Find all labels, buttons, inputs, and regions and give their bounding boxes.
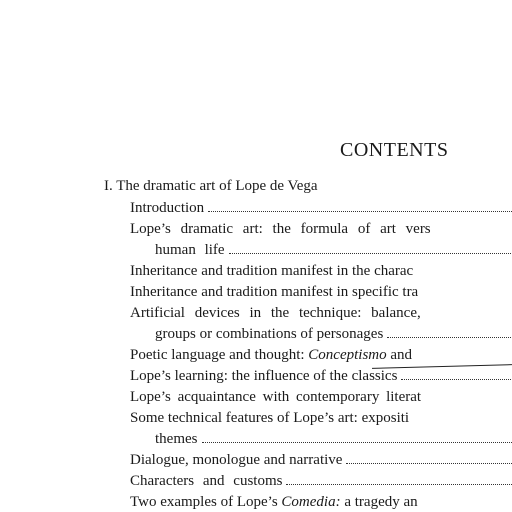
chapter-heading xyxy=(104,177,512,195)
toc-entry[interactable] xyxy=(130,262,512,280)
toc-entry-continuation[interactable] xyxy=(155,241,512,259)
toc-entry[interactable] xyxy=(130,367,512,385)
toc-entry[interactable] xyxy=(130,451,512,469)
toc-entry-label: groups or combinations of personages xyxy=(155,326,384,342)
dot-leader xyxy=(229,249,512,254)
toc-entry-label: Two examples of Lope’s xyxy=(130,494,282,510)
dot-leader xyxy=(401,375,512,380)
dot-leader xyxy=(387,333,512,338)
toc-entry[interactable] xyxy=(130,346,512,364)
toc-entry[interactable] xyxy=(130,199,512,217)
dot-leader xyxy=(202,438,512,443)
toc-entry-label-tail: and xyxy=(386,347,413,363)
toc-entry-label: Poetic language and thought: xyxy=(130,347,309,363)
toc-entry-italic: Conceptismo xyxy=(308,347,387,363)
toc-entry[interactable] xyxy=(130,493,512,511)
chapter-title: The dramatic art of Lope de Vega xyxy=(116,178,318,194)
toc-entry-label: Dialogue, monologue and narrative xyxy=(130,452,343,468)
toc-entry[interactable] xyxy=(130,409,512,427)
toc-entry-label: Lope’s learning: the influence of the classics xyxy=(130,368,398,384)
chapter-number: I. xyxy=(104,178,113,194)
toc-entry[interactable] xyxy=(130,220,512,238)
toc-entry-label-tail: a tragedy an xyxy=(340,494,418,510)
toc-entry[interactable] xyxy=(130,304,512,322)
dot-leader xyxy=(208,207,512,212)
toc-entry-label: themes xyxy=(155,431,198,447)
toc-entry-italic: Comedia: xyxy=(281,494,341,510)
toc-entry-continuation[interactable] xyxy=(155,325,512,343)
toc-entry-label: Introduction xyxy=(130,200,205,216)
toc-entry[interactable] xyxy=(130,472,512,490)
toc-entry-label: Lope’s dramatic art: the formula of art vers xyxy=(130,221,431,237)
toc-entry-label: Lope’s acquaintance with contemporary literat xyxy=(130,389,422,405)
toc-entry-label: Some technical features of Lope’s art: expositi xyxy=(130,410,410,426)
toc-entry-label: Characters and customs xyxy=(130,473,283,489)
dot-leader xyxy=(286,480,512,485)
toc-entry-label: Inheritance and tradition manifest in specific tra xyxy=(130,284,419,300)
toc-entry-label: Artificial devices in the technique: balance, xyxy=(130,305,421,321)
toc-entry-label: Inheritance and tradition manifest in the charac xyxy=(130,263,414,279)
toc-entry[interactable] xyxy=(130,388,512,406)
toc-entry[interactable] xyxy=(130,283,512,301)
dot-leader xyxy=(346,459,512,464)
toc-entry-label: human life xyxy=(155,242,225,258)
page-title: CONTENTS xyxy=(340,139,449,161)
toc-entry-continuation[interactable] xyxy=(155,430,512,448)
